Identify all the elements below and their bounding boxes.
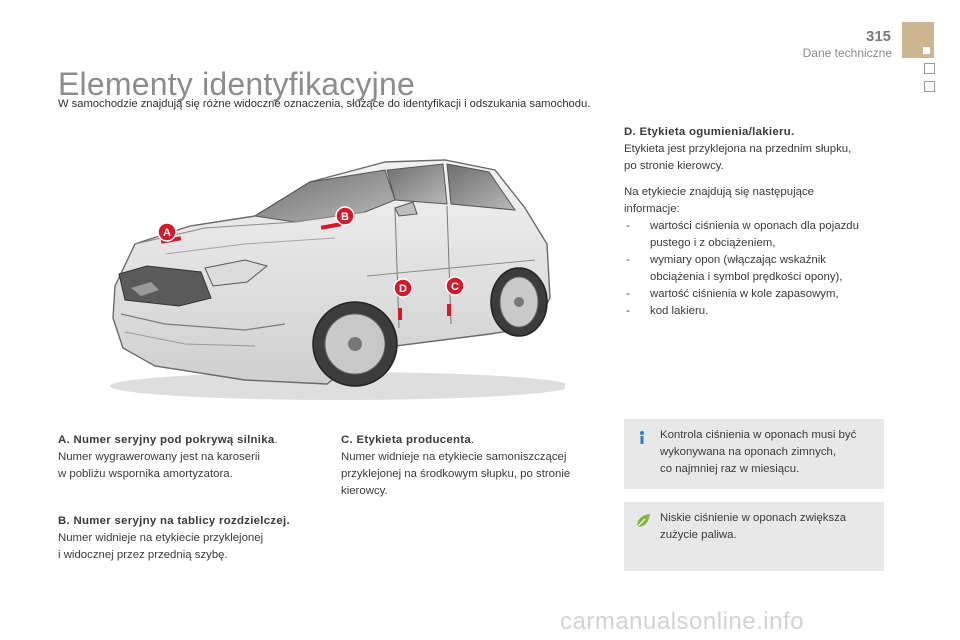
- front-hub: [348, 337, 362, 351]
- section-a-text: Numer wygrawerowany jest na karoserii: [58, 451, 260, 463]
- svg-text:B: B: [341, 211, 349, 223]
- section-d: [624, 124, 884, 320]
- section-a-text: w pobliżu wspornika amortyzatora.: [58, 468, 233, 480]
- eco-note-text: zużycie paliwa.: [660, 529, 737, 541]
- section-d-list: [624, 218, 884, 320]
- list-item: - wartość ciśnienia w kole zapasowym,: [624, 286, 884, 303]
- eco-leaf-icon: [634, 512, 652, 530]
- section-d-info: informacje:: [624, 203, 680, 215]
- chapter-tab-box: [924, 63, 935, 74]
- section-c-text: kierowcy.: [341, 485, 388, 497]
- label-b: [336, 207, 354, 225]
- marker-c-bar: [447, 304, 451, 316]
- svg-text:C: C: [451, 281, 459, 293]
- list-item: - wartości ciśnienia w oponach dla pojazdu pustego i z obciążeniem,: [624, 218, 884, 252]
- eco-note: [624, 502, 884, 571]
- watermark: carmanualsonline.info: [560, 608, 804, 635]
- section-c-text: przyklejonej na środkowym słupku, po stronie: [341, 468, 571, 480]
- rear-hub: [514, 297, 524, 307]
- chapter-tab-marker: [923, 47, 930, 54]
- svg-text:A: A: [163, 227, 171, 239]
- section-d-text: Etykieta jest przyklejona na przednim słupku,: [624, 143, 852, 155]
- list-item: - wymiary opon (włączając wskaźnik obciążenia i symbol prędkości opony),: [624, 252, 884, 286]
- label-c: [446, 277, 464, 295]
- section-name: Dane techniczne: [802, 46, 892, 60]
- info-note: [624, 419, 884, 489]
- section-d-title: D. Etykieta ogumienia/lakieru.: [624, 126, 795, 138]
- svg-text:D: D: [399, 283, 407, 295]
- section-c-text: Numer widnieje na etykiecie samoniszczącej: [341, 451, 567, 463]
- section-b: [58, 513, 328, 564]
- section-d-text: po stronie kierowcy.: [624, 160, 724, 172]
- section-c-title: C. Etykieta producenta: [341, 434, 472, 446]
- label-a: [158, 223, 176, 241]
- info-note-text: wykonywana na oponach zimnych,: [660, 446, 837, 458]
- chapter-tab: [902, 22, 934, 58]
- section-b-text: i widocznej przez przednią szybę.: [58, 549, 228, 561]
- car-illustration: [95, 148, 565, 403]
- car-side-window-front: [387, 164, 447, 204]
- marker-d-bar: [398, 308, 402, 320]
- page-number: 315: [866, 28, 892, 45]
- chapter-tab-box: [924, 81, 935, 92]
- section-b-text: Numer widnieje na etykiecie przyklejonej: [58, 532, 264, 544]
- section-d-info: Na etykiecie znajdują się następujące: [624, 186, 814, 198]
- label-d: [394, 279, 412, 297]
- section-a-title: A. Numer seryjny pod pokrywą silnika: [58, 434, 275, 446]
- section-c: C. Etykieta producenta. Numer widnieje na etykiecie samoniszczącej przyklejonej na środkowym słupku, po stronie kierowcy.: [341, 432, 601, 500]
- eco-note-text: Niskie ciśnienie w oponach zwiększa: [660, 512, 847, 524]
- info-icon: [634, 429, 650, 445]
- info-note-text: co najmniej raz w miesiącu.: [660, 463, 800, 475]
- page-title: Elementy identyfikacyjne: [58, 66, 415, 102]
- list-item: - kod lakieru.: [624, 303, 884, 320]
- section-b-title: B. Numer seryjny na tablicy rozdzielczej.: [58, 515, 290, 527]
- car-grille: [119, 266, 211, 306]
- info-note-text: Kontrola ciśnienia w oponach musi być: [660, 429, 857, 441]
- section-a: A. Numer seryjny pod pokrywą silnika. Numer wygrawerowany jest na karoserii w pobliżu wspornika amortyzatora.: [58, 432, 318, 483]
- intro-text: W samochodzie znajdują się różne widoczne oznaczenia, służące do identyfikacji i odszukania samochodu.: [58, 98, 591, 110]
